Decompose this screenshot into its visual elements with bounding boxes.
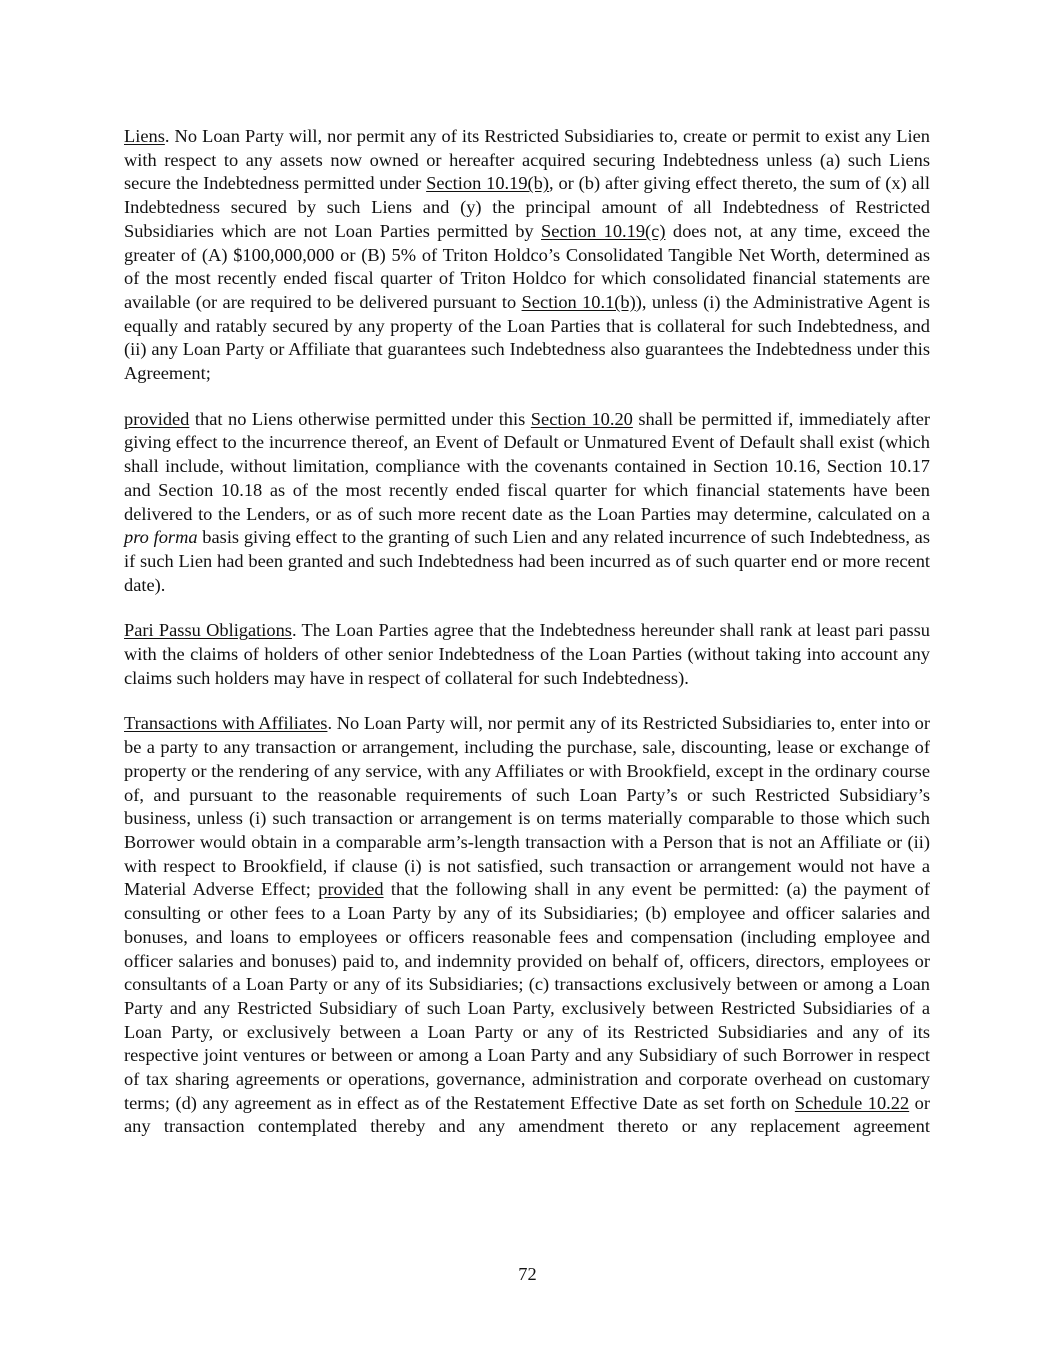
text-segment: . No Loan Party will, nor permit any of its Restricted Subsidiaries to, create or permit to exist any Lien with respect to any assets now owned or hereafter acquired securing Indebtedness unless (a) such Liens secure the Indebtedness permitted under — [124, 126, 930, 194]
page-number: 72 — [518, 1264, 537, 1284]
text-segment: . No Loan Party will, nor permit any of its Restricted Subsidiaries to, enter into or be a party to any transaction or arrangement, including the purchase, sale, discounting, lease or exchange of property or the rendering of any service, with any Affiliates or with Brookfield, except in the ordinary course of, and pursuant to the reasonable requirements of such Loan Party’s or such Restricted Subsidiary’s business, unless (i) such transaction or arrangement is on terms materially comparable to those which such Borrower would obtain in a comparable arm’s-length transaction with a Person that is not an Affiliate or (ii) with respect to Brookfield, if clause (i) is not satisfied, such transaction or arrangement would not have a Material Adverse Effect; — [124, 713, 930, 900]
text-segment: that the following shall in any event be permitted: (a) the payment of consulting or other fees to a Loan Party by any of its Subsidiaries; (b) employee and officer salaries and bonuses, and loans to employees or officers reasonable fees and compensation (including employee and officer salaries and bonuses) paid to, and indemnity provided on behalf of, officers, directors, employees or consultants of a Loan Party or any of its Subsidiaries; (c) transactions exclusively between or among a Loan Party and any Restricted Subsidiary of such Loan Party, exclusively between Restricted Subsidiaries of a Loan Party, or exclusively between a Loan Party or any of its Restricted Subsidiaries and any of its respective joint ventures or between or among a Loan Party and any Subsidiary of such Borrower in respect of tax sharing agreements or operations, governance, administration and corporate overhead on customary terms; (d) any agreement as in effect as of the Restatement Effective Date as set forth on — [124, 879, 931, 1113]
proviso-term: provided — [124, 408, 190, 429]
paragraph-pari-passu — [124, 619, 930, 690]
section-heading-liens: Liens — [124, 126, 165, 146]
schedule-reference: Schedule 10.22 — [794, 1092, 910, 1113]
text-segment: , or (b) after giving effect thereto, the sum of (x) all Indebtedness secured by such Liens and (y) the principal amount of all Indebtedness of Restricted Subsidiaries which are not Loan Parties permitted by — [124, 173, 930, 241]
proviso-term: provided — [318, 879, 384, 900]
text-segment: does not, at any time, exceed the greater of (A) $100,000,000 or (B) 5% of Triton Holdco’s Consolidated Tangible Net Worth, determined as of the most recently ended fiscal quarter of Triton Holdco for which consolidated financial statements are available (or are required to be delivered pursuant to — [124, 220, 930, 312]
section-reference: Section 10.1(b) — [521, 291, 636, 312]
paragraph-liens — [124, 125, 930, 386]
text-segment: or any transaction contemplated thereby and any amendment thereto or any replacement agreement — [124, 1092, 930, 1137]
text-segment: that no Liens otherwise permitted under this — [189, 408, 531, 429]
document-body — [124, 125, 930, 1139]
text-segment: shall be permitted if, immediately after giving effect to the incurrence thereof, an Event of Default or Unmatured Event of Default shall exist (which shall include, without limitation, compliance with the covenants contained in Section 10.16, Section 10.17 and Section 10.18 as of the most recently ended fiscal quarter for which financial statements have been delivered to the Lenders, or as of such more recent date as the Loan Parties may determine, calculated on a — [124, 408, 931, 524]
text-segment: . The Loan Parties agree that the Indebtedness hereunder shall rank at least pari passu with the claims of holders of other senior Indebtedness of the Loan Parties (without taking into account any claims such holders may have in respect of collateral for such Indebtedness). — [124, 620, 930, 688]
paragraph-proviso — [124, 408, 930, 598]
section-reference: Section 10.20 — [530, 408, 633, 429]
paragraph-affiliates — [124, 712, 930, 1139]
text-segment: ), unless (i) the Administrative Agent is equally and ratably secured by any property of the Loan Parties that is collateral for such Indebtedness, and (ii) any Loan Party or Affiliate that guarantees such Indebtedness also guarantees the Indebtedness under this Agreement; — [124, 291, 930, 384]
section-heading-affiliates: Transactions with Affiliates — [124, 713, 328, 734]
section-reference: Section 10.19(c) — [541, 220, 666, 241]
section-reference: Section 10.19(b) — [426, 173, 549, 194]
section-heading-pari-passu: Pari Passu Obligations — [124, 620, 292, 641]
text-segment: basis giving effect to the granting of such Lien and any related incurrence of such Indebtedness, as if such Lien had been granted and such Indebtedness had been incurred as of such quarter end or more recent date). — [124, 527, 931, 595]
italic-term: pro forma — [124, 527, 198, 548]
